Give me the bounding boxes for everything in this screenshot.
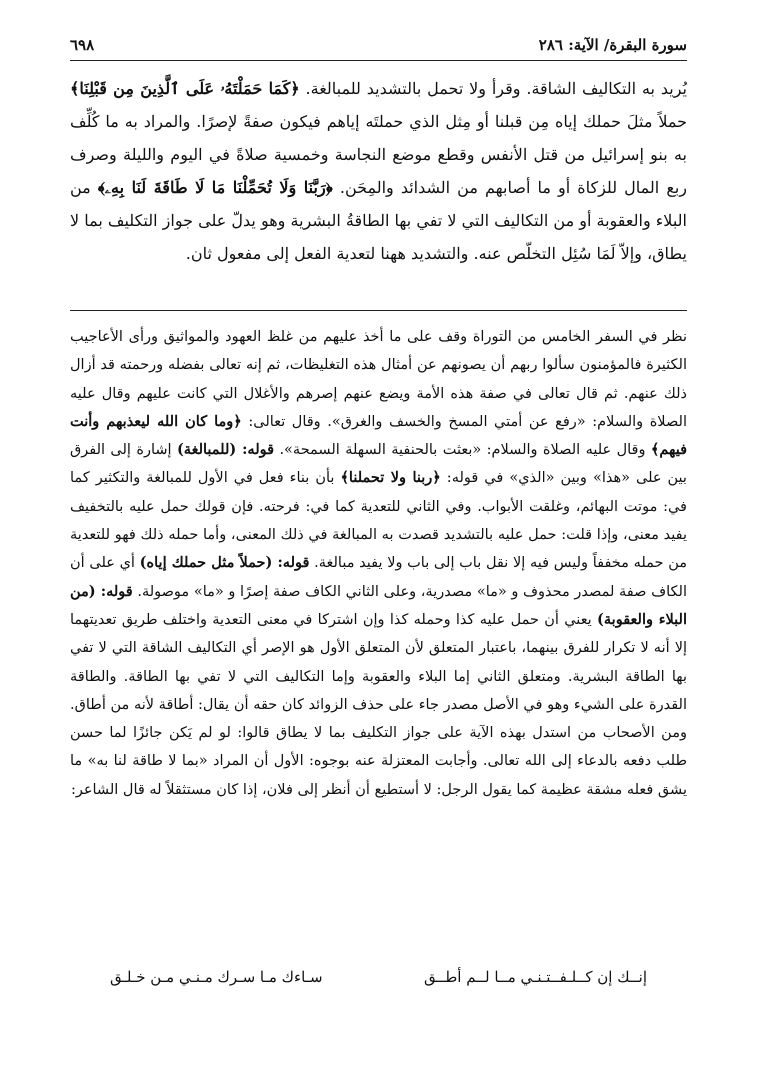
text-run: أي على أن الكاف صفة لمصدر محذوف و «ما» مصدرية، وعلى الثاني الكاف صفة إصرًا و «ما» موصولة. bbox=[70, 555, 687, 600]
marginal-gloss bbox=[70, 323, 687, 804]
verse-first-hemistich: إنــك إن كــلـفــتـنـي مــا لــم أطــق bbox=[424, 968, 647, 986]
marginal-gloss-text bbox=[70, 323, 687, 804]
text-run: من البلاء والعقوبة أو من التكاليف التي لا تفي بها الطاقةُ البشرية وهو يدلّ على جواز التكليف بما لا يطاق، وإلاّ لَمَا سُئِل التخلّص عنه. والتشديد ههنا لتعدية الفعل إلى مفعول ثان. bbox=[70, 178, 687, 263]
quran-quote: ﴿كَمَا حَمَلْتَهُۥ عَلَى ٱلَّذِينَ مِن قَبْلِنَا﴾ bbox=[70, 79, 300, 98]
quran-quote: ﴿وما كان الله ليعذبهم وأنت فيهم﴾ bbox=[70, 412, 687, 459]
page-header bbox=[70, 34, 687, 61]
text-run: حملاً مثلَ حملك إياه مِن قبلنا أو مِثل الذي حملتَه إياهم فيكون صفةً لإصرًا. والمراد به ما كُلِّف به بنو إسرائيل من قتل الأنفس وقطع موضع النجاسة وخمسية صلاةً في اليوم والليلة وصرف ربع المال للزكاة أو ما أصابهم من الشدائد والمِحَن. bbox=[70, 112, 688, 197]
gloss-lemma: قوله: (من البلاء والعقوبة) bbox=[70, 582, 688, 628]
text-run: يُريد به التكاليف الشاقة. وقرأ ولا تحمل بالتشديد للمبالغة. bbox=[299, 79, 687, 98]
gloss-lemma: قوله: (للمبالغة) bbox=[176, 441, 275, 459]
main-commentary bbox=[70, 72, 687, 270]
gloss-lemma: قوله: (حملاً مثل حملك إياه) bbox=[139, 554, 310, 572]
text-run: بأن بناء فعل في الأول للمبالغة والتكثير كما في: موتت البهائم، وغلقت الأبواب. وفي الثاني للتعدية كما في: فرحته. فإن قولك حمل عليه بالتخفيف يفيد معنى، وإذا قلت: حمل عليه بالتشديد قصدت به المبالغة في ذلك المعنى، وأما حمله ذلك فهو للتعدية من حمله مخففاً وليس فيه إلا نقل باب إلى باب ولا يفيد مبالغة. bbox=[70, 470, 688, 572]
poetry-verse bbox=[110, 968, 647, 986]
quran-quote: ﴿رَبَّنَا وَلَا تُحَمِّلْنَا مَا لَا طَاقَةَ لَنَا بِهِۦ﴾ bbox=[97, 178, 333, 197]
text-run: وقال عليه الصلاة والسلام: «بعثت بالحنفية السهلة السمحة». bbox=[274, 442, 651, 459]
main-commentary-text bbox=[70, 72, 687, 270]
quran-quote: ﴿ربنا ولا تحملنا﴾ bbox=[340, 469, 441, 487]
page-number: ٦٩٨ bbox=[70, 36, 95, 54]
running-title: سورة البقرة/ الآية: ٢٨٦ bbox=[538, 36, 687, 54]
verse-second-hemistich: سـاءك مـا سـرك مـنـي مـن خـلـق bbox=[110, 968, 323, 986]
text-run: يعني أن حمل عليه كذا وحمله كذا وإن اشتركا في معنى التعدية واختلف طريق تعديتهما إلا أنه لا تكرار للفرق بينهما، باعتبار المتعلق لأن المتعلق الأول هو الإصر أي التكاليف الشاقة التي لا تفي بها الطاقة البشرية. ومتعلق الثاني إما البلاء والعقوبة وإما التكاليف التي لا تفي بها الطاقة. والطاقة القدرة على الشيء وهو في الأصل مصدر جاء على حذف الزوائد كان حقه أن يقال: أطاقة لأنه من أطاق. ومن الأصحاب من استدل بهذه الآية على جواز التكليف بما لا يطاق قالوا: لو لم يَكن جائزًا لما حسن طلب دفعه بالدعاء إلى الله تعالى. وأجابت المعتزلة عنه بوجوه: الأول أن المراد «بما لا طاقة لنا به» ما يشق فعله مشقة عظيمة كما يقول الرجل: لا أستطيع أن أنظر إلى فلان، إذا كان مستثقلاً له قال الشاعر: bbox=[70, 611, 687, 798]
text-run: إشارة إلى الفرق بين على «هذا» وبين «الذي» في قوله: bbox=[70, 442, 687, 487]
section-divider bbox=[70, 310, 687, 311]
text-run: نظر في السفر الخامس من التوراة وقف على ما أخذ عليهم من غلظ العهود والمواثيق ورأى الأعاجيب الكثيرة فالمؤمنون سألوا ربهم أن يصونهم عن أمثال هذه التغليظات، ثم إنه تعالى بفضله ورحمته قد أزال ذلك عنهم. ثم قال تعالى في صفة هذه الأمة ويضع عنهم إصرهم والأغلال التي كانت عليهم وقال عليه الصلاة والسلام: «رفع عن أمتي المسخ والخسف والغرق». وقال تعالى: bbox=[70, 329, 687, 430]
